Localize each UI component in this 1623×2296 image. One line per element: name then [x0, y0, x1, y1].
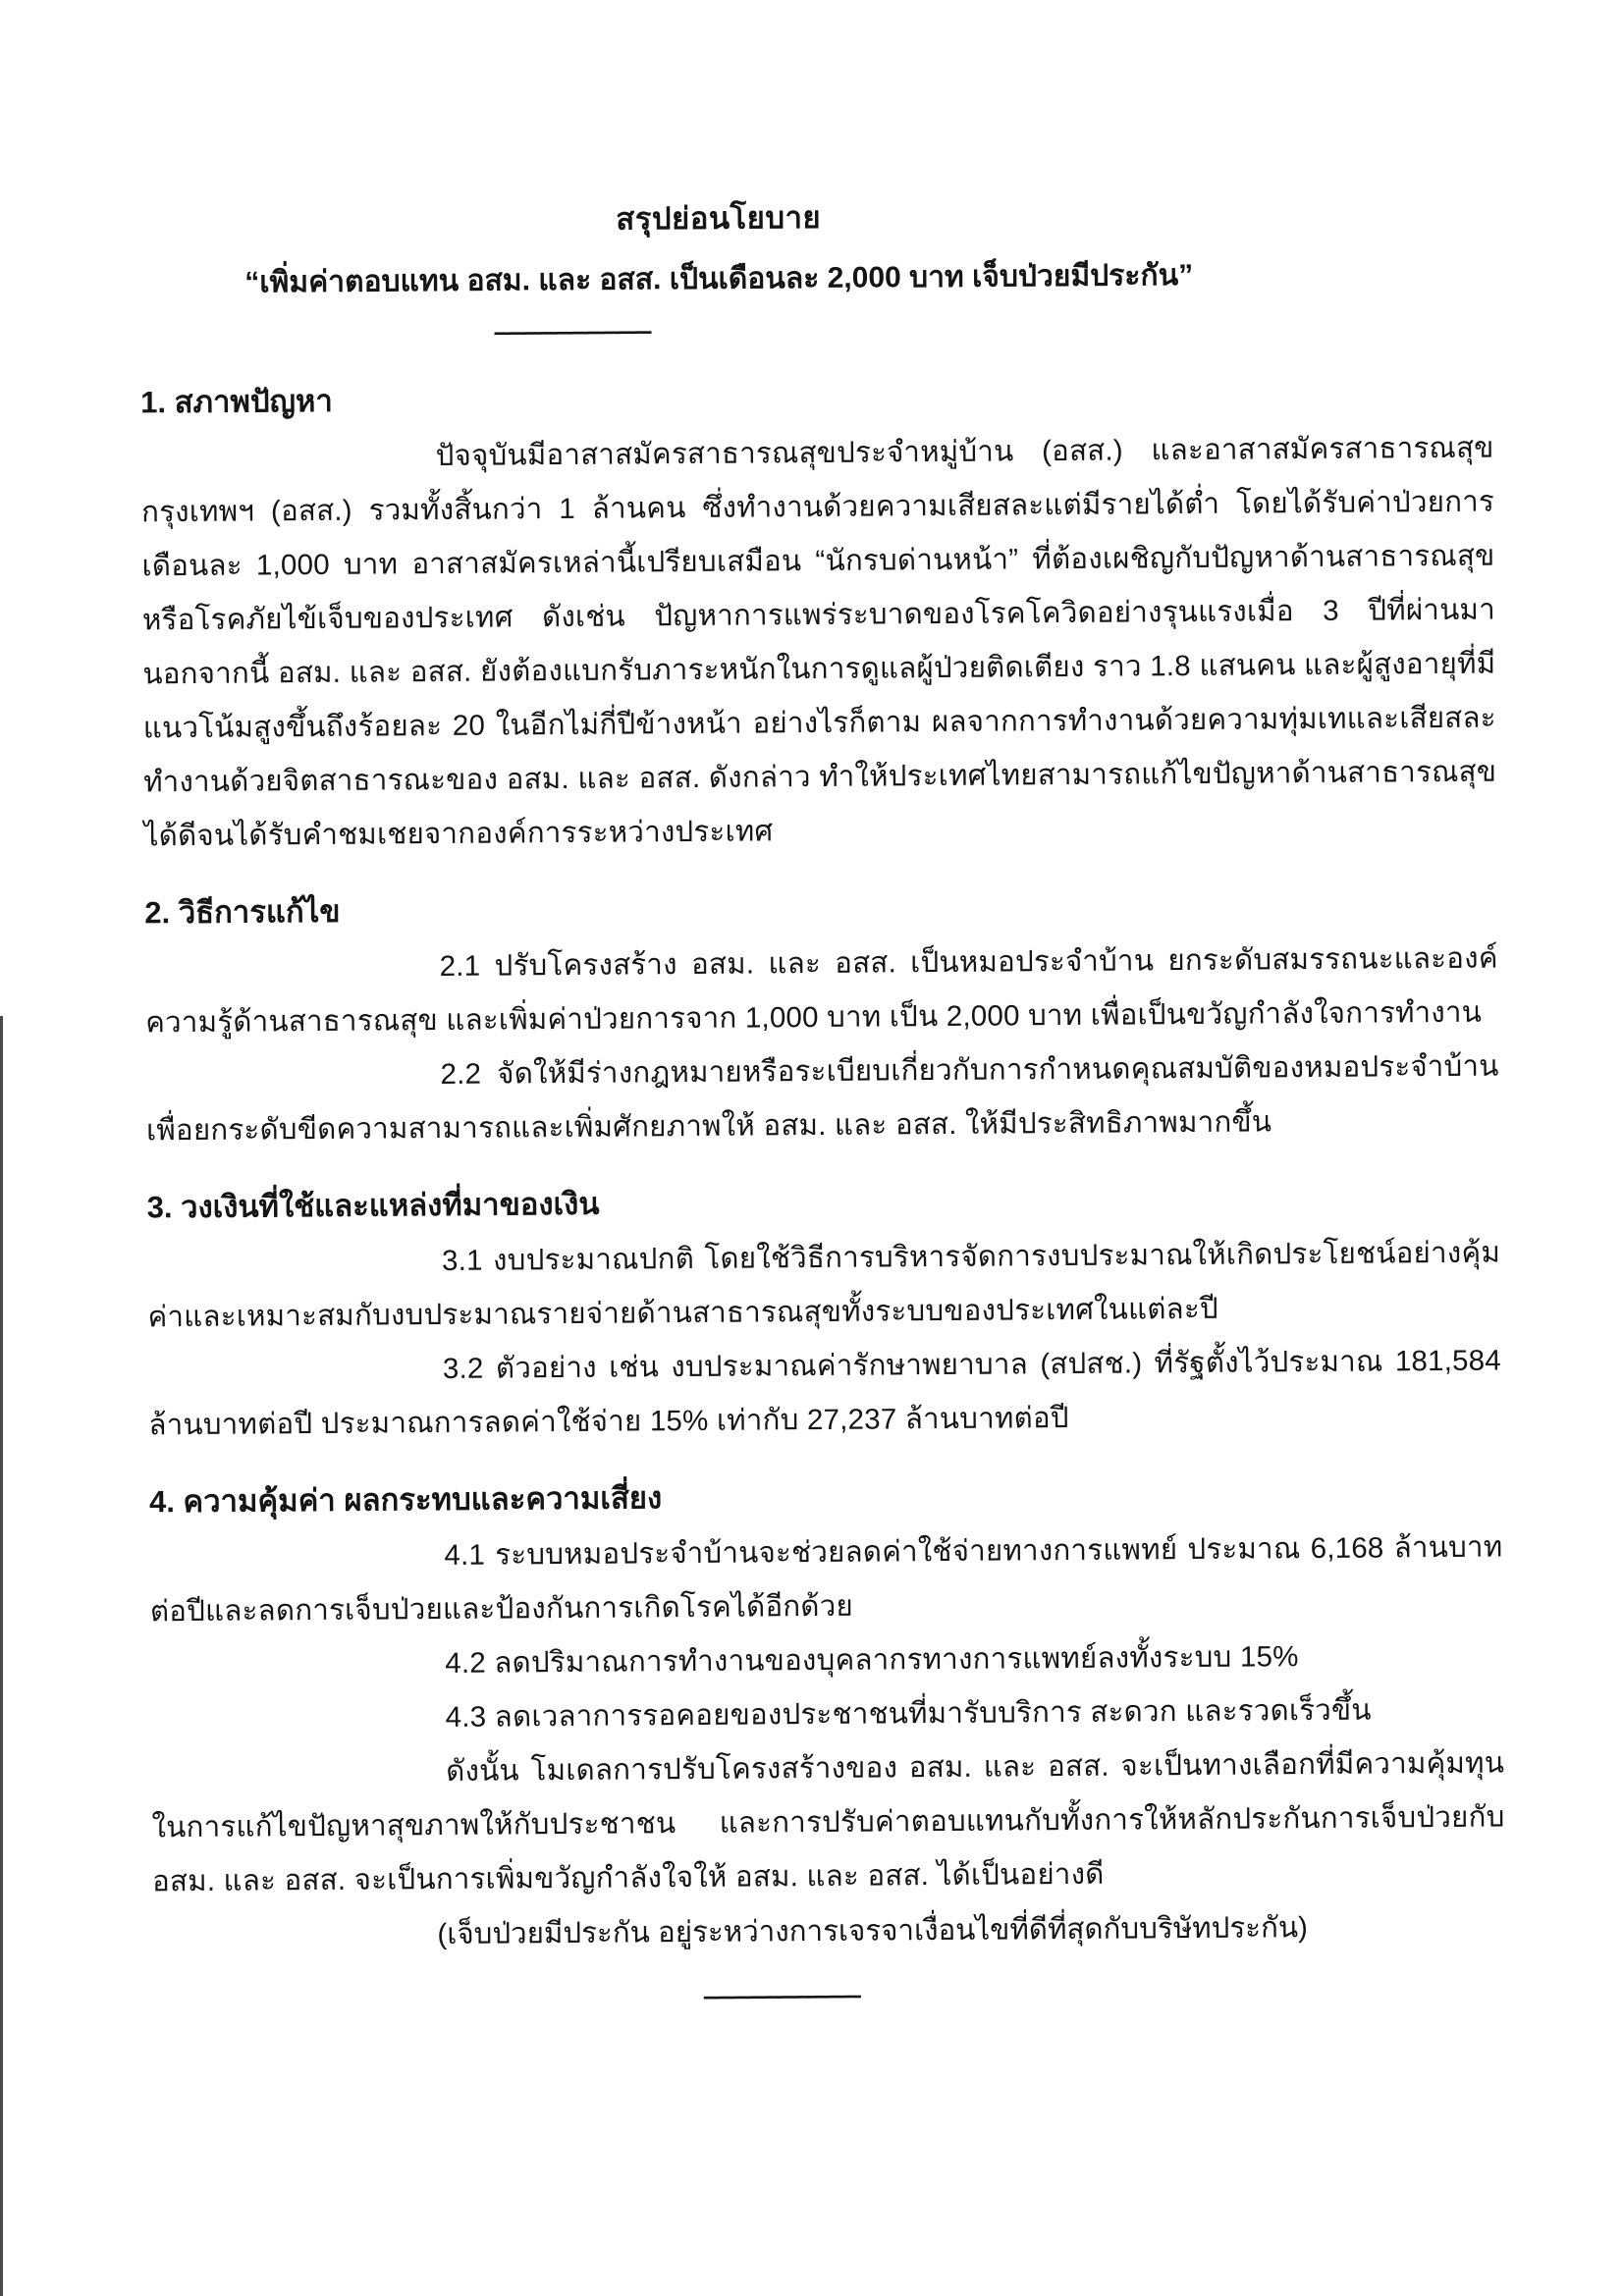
document-subtitle: “เพิ่มค่าตอบแทน อสม. และ อสส. เป็นเดือนละ 2,000 บาท เจ็บป่วยมีประกัน”	[244, 258, 1194, 299]
paragraph: ดังนั้น โมเดลการปรับโครงสร้างของ อสม. และ อสส. จะเป็นทางเลือกที่มีความคุ้มทุนในการ​แก้ไขปัญหาสุขภาพให้กับประชาชน และการปรับค่าตอบแทนกับทั้งการให้หลักประกันการเจ็บป่วยกับ อสม. และ อสส. จะเป็นการเพิ่มขวัญกำลังใจให้ อสม. และ อสส. ได้เป็นอย่างดี	[151, 1746, 1505, 1898]
section-value-impact-risk	[149, 1468, 1505, 1909]
section-heading: 4. ความคุ้มค่า ผลกระทบและความเสี่ยง	[148, 1480, 663, 1520]
paragraph: 4.3 ลดเวลาการรอคอยของประชาชนที่มารับบริการ สะดวก และรวดเร็วขึ้น	[445, 1693, 1372, 1734]
document-title: สรุปย่อนโยบาย	[616, 199, 822, 237]
paragraph: 4.1 ระบบหมอประจำบ้านจะช่วยลดค่าใช้จ่ายทางการแพทย์ ประมาณ 6,168 ล้านบาทต่อปี​และลดการเจ็บป่วยและป้องกันการเกิดโรคได้อีกด้วย	[149, 1530, 1503, 1629]
section-heading: 2. วิธีการแก้ไข	[144, 893, 341, 931]
section-problem	[140, 368, 1497, 864]
closing-note: (เจ็บป่วยมีประกัน อยู่ระหว่างการเจรจาเงื่อนไขที่ดีที่สุดกับบริษัทประกัน)	[437, 1911, 1309, 1951]
paragraph: 4.2 ลดปริมาณการทำงานของบุคลากรทางการแพทย์ลงทั้งระบบ 15%	[445, 1640, 1299, 1680]
paragraph: 3.1 งบประมาณปกติ โดยใช้วิธีการบริหารจัดการงบประมาณให้เกิดประโยชน์อย่างคุ้มค่า​และเหมาะสมกับงบประมาณรายจ่ายด้านสาธารณสุขทั้งระบบของประเทศในแต่ละปี	[147, 1236, 1501, 1334]
bottom-divider: ------------------------------	[702, 1982, 860, 2008]
paragraph: ปัจจุบันมีอาสาสมัครสาธารณสุขประจำหมู่บ้าน (อสส.) และอาสาสมัครสาธารณสุขกรุงเทพฯ (อสส.) รวมทั้งสิ้นกว่า 1 ล้านคน ซึ่งทำงานด้วยความเสียสละแต่มีรายได้ต่ำ โดยได้รับค่าป่วยการเดือนละ 1,000 บาท อาสาสมัครเหล่านี้เปรียบเสมือน “นักรบด่านหน้า” ที่ต้องเผชิญกับปัญหาด้านสาธารณสุขหรือ​โรคภัยไข้เจ็บของประเทศ ดังเช่น ปัญหาการแพร่ระบาดของโรคโควิดอย่างรุนแรงเมื่อ 3 ปีที่ผ่านมา นอกจากนี้ อสม. และ อสส. ยังต้องแบกรับภาระหนักในการดูแลผู้ป่วยติดเตียง ราว 1.8 แสนคน และผู้สูงอายุที่มีแนวโน้ม​สูงขึ้นถึงร้อยละ 20 ในอีกไม่กี่ปีข้างหน้า อย่างไรก็ตาม ผลจากการทำงานด้วยความทุ่มเทและเสียสละ ทำงาน​ด้วยจิตสาธารณะของ อสม. และ อสส. ดังกล่าว ทำให้ประเทศไทยสามารถแก้ไขปัญหาด้านสาธารณสุขได้ดี​จนได้รับคำชมเชยจากองค์การระหว่างประเทศ	[140, 431, 1497, 853]
paragraph: 3.2 ตัวอย่าง เช่น งบประมาณค่ารักษาพยาบาล (สปสช.) ที่รัฐตั้งไว้ประมาณ 181,584 ล้าน​บาทต่อปี ประมาณการลดค่าใช้จ่าย 15% เท่ากับ 27,237 ล้านบาทต่อปี	[148, 1344, 1502, 1442]
paragraph: 2.2 จัดให้มีร่างกฎหมายหรือระเบียบเกี่ยวกับการกำหนดคุณสมบัติของหมอประจำบ้าน เพื่อ​ยกระดับขีดความสามารถและเพิ่มศักยภาพให้ อสม. และ อสส. ให้มีประสิทธิภาพมากขึ้น	[145, 1049, 1499, 1148]
document-header	[139, 190, 1299, 311]
section-heading: 1. สภาพปัญหา	[140, 383, 333, 420]
section-solution	[144, 879, 1499, 1158]
paragraph: 2.1 ปรับโครงสร้าง อสม. และ อสส. เป็นหมอประจำบ้าน ยกระดับสมรรถนะและองค์ความรู้​ด้านสาธารณสุข และเพิ่มค่าป่วยการจาก 1,000 บาท เป็น 2,000 บาท เพื่อเป็นขวัญกำลังใจการทำงาน	[145, 941, 1498, 1040]
scan-edge-artifact	[0, 1016, 3, 2296]
section-budget	[146, 1173, 1501, 1453]
section-heading: 3. วงเงินที่ใช้และแหล่งที่มาของเงิน	[146, 1186, 600, 1225]
top-divider: ------------------------------	[493, 318, 651, 345]
